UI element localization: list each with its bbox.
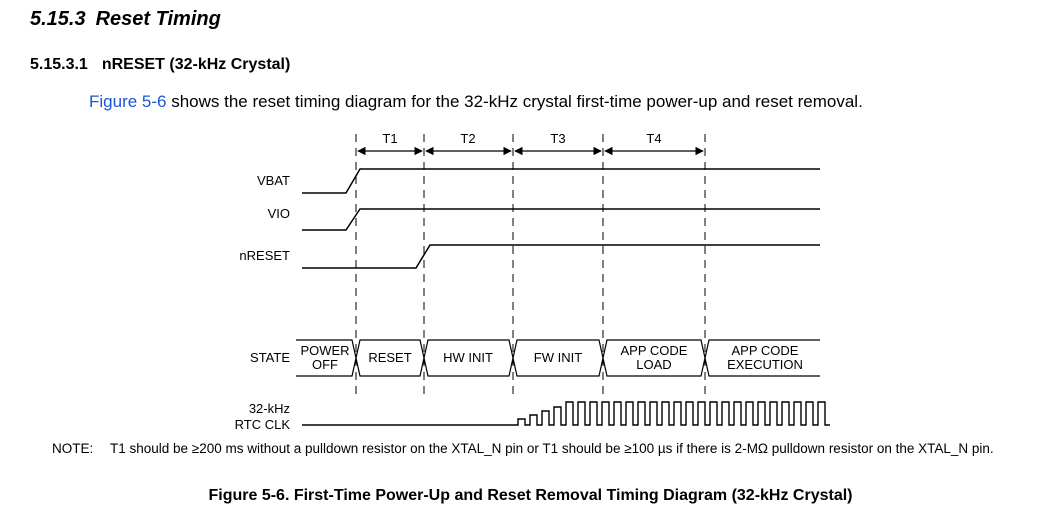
waveform-vbat [302, 169, 820, 193]
clock-label-line2: RTC CLK [234, 417, 290, 432]
figure-link[interactable]: Figure 5-6 [89, 92, 167, 111]
waveform-nreset [302, 245, 820, 268]
intro-text: shows the reset timing diagram for the 32-kHz crystal first-time power-up and reset removal. [166, 92, 863, 111]
signal-nreset-label: nRESET [239, 248, 290, 263]
interval-t4: T4 [646, 131, 662, 146]
state-label: STATE [250, 350, 290, 365]
state-app-exec-line2: EXECUTION [727, 357, 803, 372]
state-fw-init: FW INIT [533, 350, 583, 365]
state-power-off-line2: OFF [312, 357, 338, 372]
state-app-exec-line1: APP CODE [731, 343, 799, 358]
signal-vbat-label: VBAT [257, 173, 290, 188]
interval-t1: T1 [382, 131, 398, 146]
state-power-off-line1: POWER [300, 343, 350, 358]
state-app-load-line2: LOAD [636, 357, 672, 372]
state-reset: RESET [368, 350, 412, 365]
note-tag: NOTE: [52, 441, 94, 456]
note-text: T1 should be ≥200 ms without a pulldown resistor on the XTAL_N pin or T1 should be ≥100 µs if there is 2-MΩ pulldown resistor on the XTAL_N pin. [110, 441, 994, 456]
interval-t2: T2 [460, 131, 476, 146]
waveform-rtc-clk [302, 402, 830, 425]
waveform-vio [302, 209, 820, 230]
state-hw-init: HW INIT [443, 350, 493, 365]
section-number: 5.15.3 [30, 8, 86, 30]
section-title: Reset Timing [95, 8, 221, 30]
interval-t3: T3 [550, 131, 566, 146]
signal-vio-label: VIO [267, 206, 290, 221]
subsection-title: nRESET (32-kHz Crystal) [101, 56, 291, 73]
clock-label-line1: 32-kHz [248, 401, 290, 416]
state-app-load-line1: APP CODE [620, 343, 688, 358]
subsection-number: 5.15.3.1 [30, 56, 88, 73]
figure-caption: Figure 5-6. First-Time Power-Up and Reset Removal Timing Diagram (32-kHz Crystal) [208, 487, 853, 504]
